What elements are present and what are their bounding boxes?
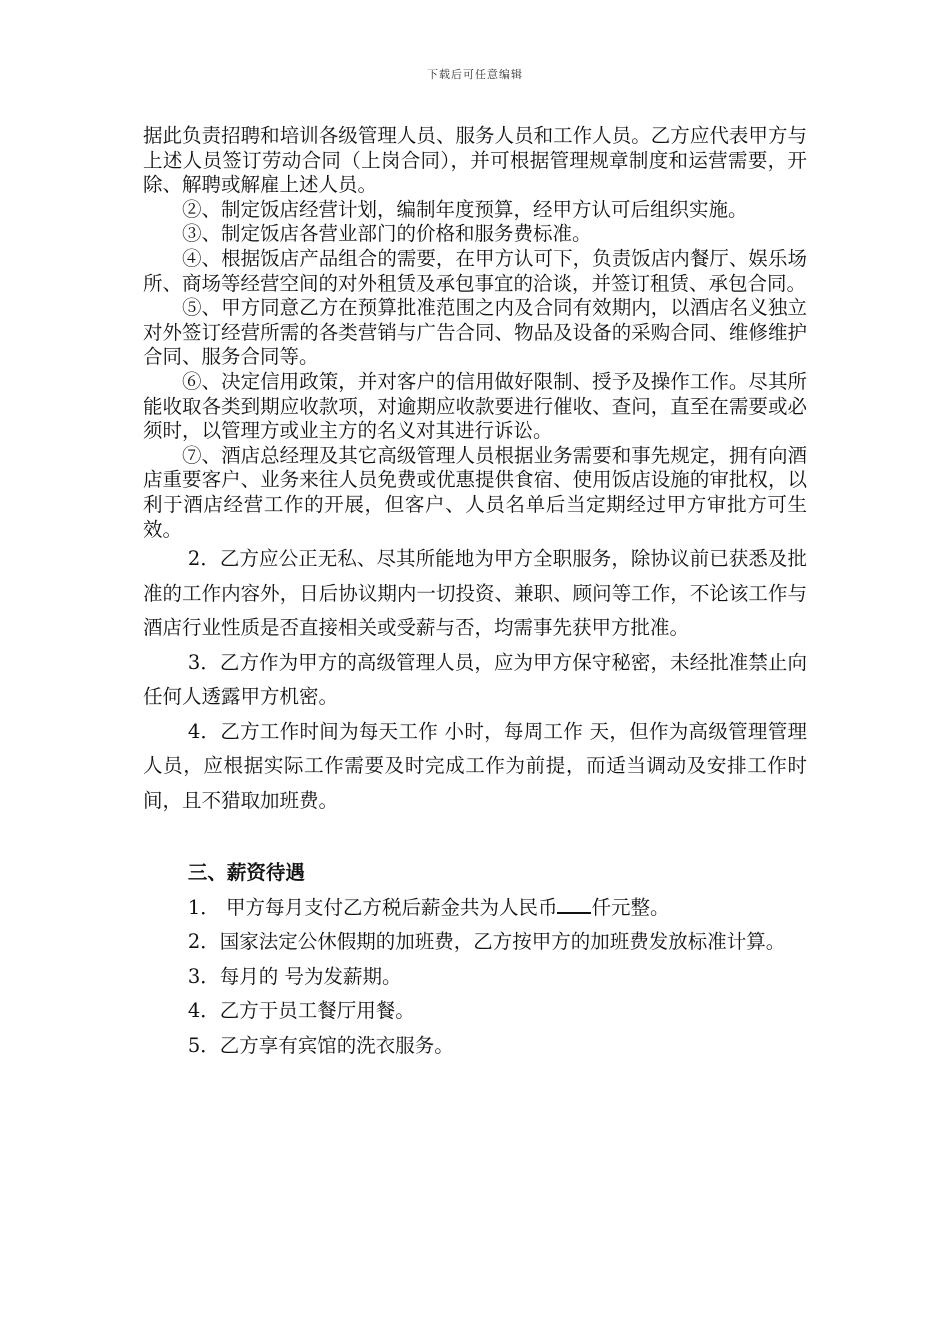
duty-item-2: ②、制定饭店经营计划，编制年度预算，经甲方认可后组织实施。 (182, 197, 748, 221)
paragraph-continuation: 据此负责招聘和培训各级管理人员、服务人员和工作人员。乙方应代表甲方与上述人员签订劳动合同（上岗合同），并可根据管理规章制度和运营需要，开除、解聘或解雇上述人员。 (143, 124, 807, 197)
salary-item-4: 4．乙方于员工餐厅用餐。 (187, 999, 415, 1023)
header-note: 下载后可任意编辑 (427, 68, 523, 81)
duty-item-7: ⑦、酒店总经理及其它高级管理人员根据业务需要和事先规定，拥有向酒店重要客户、业务来往人员免费或优惠提供食宿、使用饭店设施的审批权，以利于酒店经营工作的开展，但客户、人员名单后当定期经过甲方审批方可生效。 (143, 443, 807, 541)
section-title: 三、薪资待遇 (187, 861, 305, 885)
salary-amount-blank[interactable] (557, 894, 591, 914)
salary-item-1-suffix: 仟元整。 (591, 895, 670, 919)
obligation-item-2: 2．乙方应公正无私、尽其所能地为甲方全职服务，除协议前已获悉及批准的工作内容外，日后协议期内一切投资、兼职、顾问等工作，不论该工作与酒店行业性质是否直接相关或受薪与否，均需事先获甲方批准。 (143, 547, 807, 640)
salary-item-1-prefix: 1． 甲方每月支付乙方税后薪金共为人民币 (187, 895, 558, 919)
salary-item-3: 3．每月的 号为发薪期。 (187, 964, 402, 988)
salary-item-2: 2．国家法定公休假期的加班费，乙方按甲方的加班费发放标准计算。 (187, 930, 786, 954)
obligations-list (143, 542, 807, 818)
document-body (143, 124, 807, 1063)
salary-section (143, 856, 807, 1063)
duties-list (143, 124, 807, 542)
obligation-item-3: 3．乙方作为甲方的高级管理人员，应为甲方保守秘密，未经批准禁止向任何人透露甲方机密。 (143, 650, 807, 709)
duty-item-5: ⑤、甲方同意乙方在预算批准范围之内及合同有效期内，以酒店名义独立对外签订经营所需的各类营销与广告合同、物品及设备的采购合同、维修维护合同、服务合同等。 (143, 296, 807, 369)
section-spacer (143, 818, 807, 856)
duty-item-3: ③、制定饭店各营业部门的价格和服务费标准。 (182, 222, 592, 246)
salary-item-1 (143, 891, 807, 926)
obligation-item-4: 4．乙方工作时间为每天工作 小时，每周工作 天，但作为高级管理管理人员，应根据实际工作需要及时完成工作为前提，而适当调动及安排工作时间，且不猎取加班费。 (143, 719, 807, 812)
duty-item-6: ⑥、决定信用政策，并对客户的信用做好限制、授予及操作工作。尽其所能收取各类到期应收款项，对逾期应收款要进行催收、查问，直至在需要或必须时，以管理方或业主方的名义对其进行诉讼。 (143, 369, 807, 443)
salary-item-5: 5．乙方享有宾馆的洗衣服务。 (187, 1033, 454, 1057)
duty-item-4: ④、根据饭店产品组合的需要，在甲方认可下，负责饭店内餐厅、娱乐场所、商场等经营空间的对外租赁及承包事宜的洽谈，并签订租赁、承包合同。 (143, 246, 807, 295)
